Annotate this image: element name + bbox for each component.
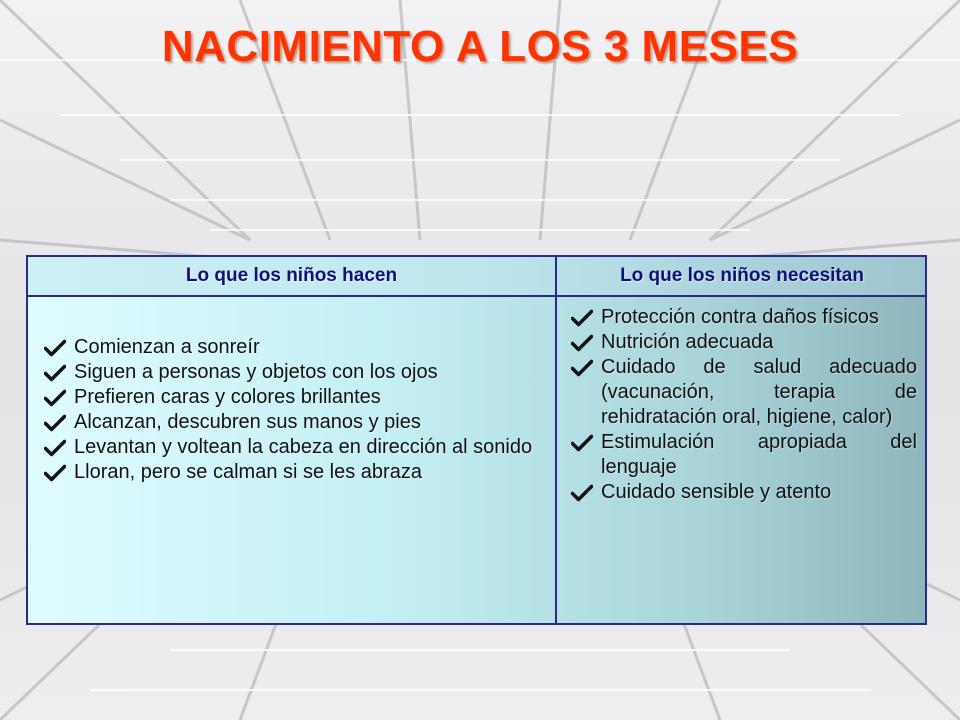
check-mark-icon: [44, 464, 66, 482]
check-mark-icon: [44, 414, 66, 432]
list-item-text: Lloran, pero se calman si se les abraza: [74, 461, 422, 483]
list-item: [569, 430, 917, 480]
check-mark-icon: [571, 484, 593, 502]
check-mark-icon: [571, 359, 593, 377]
list-item-text: Prefieren caras y colores brillantes: [74, 386, 381, 408]
list-item-text: Estimulación apropiada del lenguaje: [601, 431, 917, 478]
check-mark-icon: [571, 434, 593, 452]
list-item: [42, 435, 545, 460]
list-item: [569, 355, 917, 430]
list-item-text: Levantan y voltean la cabeza en dirección al sonido: [74, 436, 533, 458]
table-body-row: [28, 297, 925, 623]
check-mark-icon: [44, 439, 66, 457]
header-what-children-need: Lo que los niños necesitan: [620, 265, 864, 286]
list-item-text: Protección contra daños físicos: [601, 306, 879, 328]
list-item: [569, 330, 917, 355]
list-item: [42, 385, 545, 410]
table-header-row: [28, 257, 925, 297]
right-column: [557, 297, 927, 623]
slide-title: NACIMIENTO A LOS 3 MESES: [161, 22, 799, 71]
list-item: [569, 305, 917, 330]
list-item: [569, 480, 917, 505]
check-mark-icon: [44, 339, 66, 357]
list-item: [42, 360, 545, 385]
check-mark-icon: [44, 364, 66, 382]
list-item-text: Alcanzan, descubren sus manos y pies: [74, 411, 421, 433]
check-mark-icon: [571, 334, 593, 352]
left-column: [28, 297, 555, 623]
comparison-table: [26, 255, 927, 625]
list-item-text: Cuidado sensible y atento: [601, 481, 832, 503]
list-item: [42, 410, 545, 435]
list-item-text: Cuidado de salud adecuado (vacunación, terapia de rehidratación oral, higiene, calor): [601, 356, 917, 428]
column-divider: [555, 257, 557, 623]
list-item-text: Comienzan a sonreír: [74, 336, 260, 358]
list-item: [42, 335, 545, 360]
check-mark-icon: [44, 389, 66, 407]
list-item-text: Nutrición adecuada: [601, 331, 774, 353]
check-mark-icon: [571, 309, 593, 327]
list-item-text: Siguen a personas y objetos con los ojos: [74, 361, 438, 383]
header-what-children-do: Lo que los niños hacen: [185, 265, 398, 286]
list-item: [42, 460, 545, 485]
